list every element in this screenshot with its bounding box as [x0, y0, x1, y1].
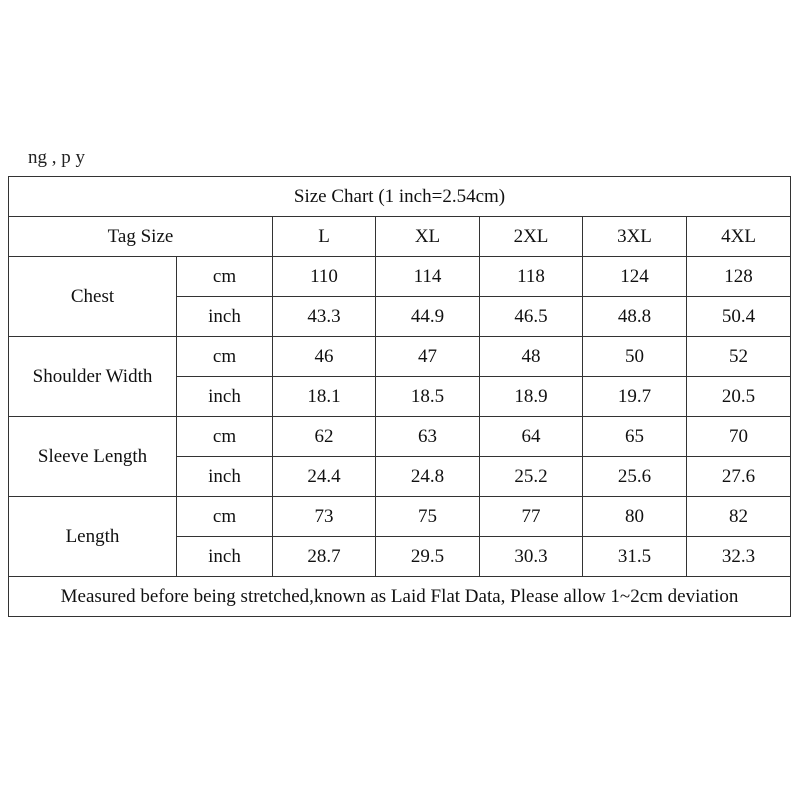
- size-chart-table: [8, 176, 791, 617]
- table-cell: 77: [480, 497, 583, 537]
- size-header: 2XL: [480, 217, 583, 257]
- clipped-text: ng , p y: [28, 150, 85, 168]
- unit-label: inch: [177, 377, 273, 417]
- table-cell: 75: [376, 497, 480, 537]
- table-cell: 25.6: [583, 457, 687, 497]
- footer-note: Measured before being stretched,known as Laid Flat Data, Please allow 1~2cm deviation: [9, 577, 791, 617]
- table-cell: 19.7: [583, 377, 687, 417]
- table-cell: 118: [480, 257, 583, 297]
- table-cell: 24.4: [273, 457, 376, 497]
- table-row: [9, 497, 791, 537]
- table-cell: 110: [273, 257, 376, 297]
- table-cell: 80: [583, 497, 687, 537]
- table-cell: 70: [687, 417, 791, 457]
- measurement-label: Shoulder Width: [9, 337, 177, 417]
- tag-size-header: Tag Size: [9, 217, 273, 257]
- table-cell: 82: [687, 497, 791, 537]
- table-cell: 48.8: [583, 297, 687, 337]
- unit-label: cm: [177, 257, 273, 297]
- header-row: [9, 217, 791, 257]
- table-row: [9, 337, 791, 377]
- caption-row: [9, 177, 791, 217]
- table-cell: 65: [583, 417, 687, 457]
- footer-row: [9, 577, 791, 617]
- table-cell: 32.3: [687, 537, 791, 577]
- unit-label: cm: [177, 417, 273, 457]
- table-cell: 50.4: [687, 297, 791, 337]
- table-cell: 52: [687, 337, 791, 377]
- size-header: XL: [376, 217, 480, 257]
- table-cell: 50: [583, 337, 687, 377]
- unit-label: inch: [177, 537, 273, 577]
- measurement-label: Length: [9, 497, 177, 577]
- table-cell: 64: [480, 417, 583, 457]
- measurement-label: Chest: [9, 257, 177, 337]
- table-cell: 31.5: [583, 537, 687, 577]
- clipped-text-line: [0, 150, 800, 170]
- unit-label: inch: [177, 297, 273, 337]
- table-row: [9, 257, 791, 297]
- table-cell: 28.7: [273, 537, 376, 577]
- table-cell: 62: [273, 417, 376, 457]
- table-cell: 124: [583, 257, 687, 297]
- size-header: 4XL: [687, 217, 791, 257]
- table-cell: 114: [376, 257, 480, 297]
- table-cell: 18.5: [376, 377, 480, 417]
- table-cell: 47: [376, 337, 480, 377]
- table-cell: 25.2: [480, 457, 583, 497]
- size-header: L: [273, 217, 376, 257]
- table-cell: 18.1: [273, 377, 376, 417]
- unit-label: inch: [177, 457, 273, 497]
- table-cell: 29.5: [376, 537, 480, 577]
- table-cell: 48: [480, 337, 583, 377]
- table-cell: 46.5: [480, 297, 583, 337]
- table-cell: 128: [687, 257, 791, 297]
- unit-label: cm: [177, 337, 273, 377]
- unit-label: cm: [177, 497, 273, 537]
- size-chart-caption: Size Chart (1 inch=2.54cm): [9, 177, 791, 217]
- table-cell: 18.9: [480, 377, 583, 417]
- table-cell: 44.9: [376, 297, 480, 337]
- table-cell: 30.3: [480, 537, 583, 577]
- table-cell: 63: [376, 417, 480, 457]
- table-cell: 20.5: [687, 377, 791, 417]
- measurement-label: Sleeve Length: [9, 417, 177, 497]
- table-cell: 73: [273, 497, 376, 537]
- table-cell: 27.6: [687, 457, 791, 497]
- table-cell: 43.3: [273, 297, 376, 337]
- table-cell: 46: [273, 337, 376, 377]
- size-header: 3XL: [583, 217, 687, 257]
- table-row: [9, 417, 791, 457]
- table-cell: 24.8: [376, 457, 480, 497]
